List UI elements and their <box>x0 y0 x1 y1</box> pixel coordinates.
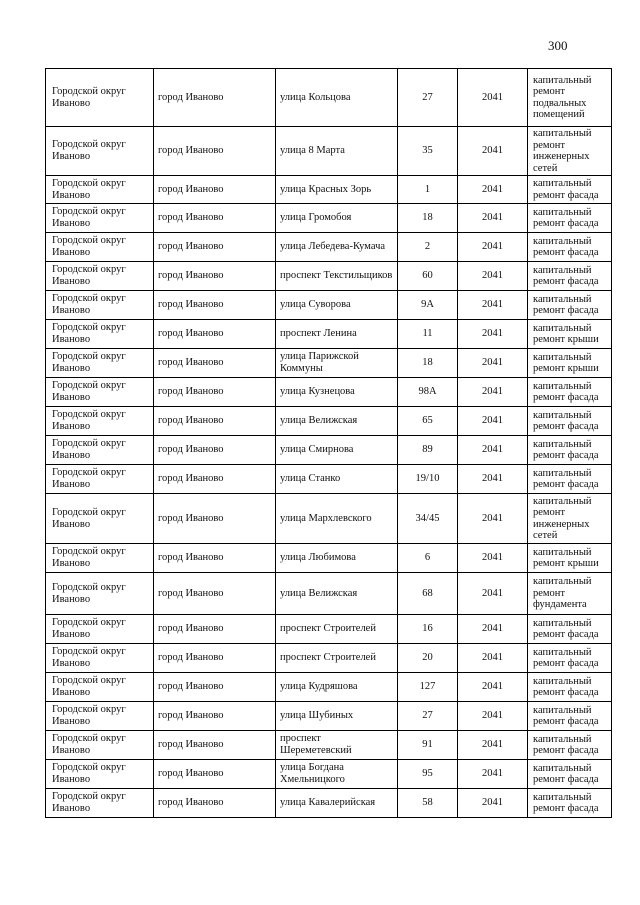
cell-municipality: Городской округ Иваново <box>46 644 154 673</box>
cell-settlement: город Иваново <box>154 204 276 233</box>
table-row <box>46 789 612 818</box>
cell-street: улица Смирнова <box>276 436 398 465</box>
cell-work: капитальный ремонт фасада <box>528 465 612 494</box>
cell-house: 1 <box>398 176 458 204</box>
table-row <box>46 69 612 127</box>
cell-work: капитальный ремонт фасада <box>528 436 612 465</box>
cell-street: улица Велижская <box>276 573 398 615</box>
cell-municipality: Городской округ Иваново <box>46 320 154 349</box>
table-row <box>46 204 612 233</box>
cell-year: 2041 <box>458 204 528 233</box>
cell-year: 2041 <box>458 544 528 573</box>
cell-house: 27 <box>398 702 458 731</box>
cell-year: 2041 <box>458 378 528 407</box>
cell-municipality: Городской округ Иваново <box>46 407 154 436</box>
cell-municipality: Городской округ Иваново <box>46 760 154 789</box>
cell-settlement: город Иваново <box>154 544 276 573</box>
cell-year: 2041 <box>458 291 528 320</box>
cell-work: капитальный ремонт фундамента <box>528 573 612 615</box>
cell-street: улица Кавалерийская <box>276 789 398 818</box>
cell-settlement: город Иваново <box>154 127 276 176</box>
cell-year: 2041 <box>458 262 528 291</box>
cell-work: капитальный ремонт фасада <box>528 176 612 204</box>
cell-year: 2041 <box>458 673 528 702</box>
cell-settlement: город Иваново <box>154 760 276 789</box>
cell-work: капитальный ремонт фасада <box>528 407 612 436</box>
cell-municipality: Городской округ Иваново <box>46 731 154 760</box>
cell-municipality: Городской округ Иваново <box>46 69 154 127</box>
cell-year: 2041 <box>458 69 528 127</box>
cell-house: 9А <box>398 291 458 320</box>
cell-street: улица Лебедева-Кумача <box>276 233 398 262</box>
cell-house: 98А <box>398 378 458 407</box>
table-row <box>46 573 612 615</box>
cell-municipality: Городской округ Иваново <box>46 702 154 731</box>
cell-year: 2041 <box>458 176 528 204</box>
cell-settlement: город Иваново <box>154 494 276 544</box>
cell-year: 2041 <box>458 644 528 673</box>
cell-work: капитальный ремонт инженерных сетей <box>528 127 612 176</box>
cell-work: капитальный ремонт фасада <box>528 702 612 731</box>
cell-house: 18 <box>398 349 458 378</box>
cell-year: 2041 <box>458 127 528 176</box>
cell-work: капитальный ремонт фасада <box>528 233 612 262</box>
cell-settlement: город Иваново <box>154 320 276 349</box>
cell-year: 2041 <box>458 465 528 494</box>
cell-year: 2041 <box>458 731 528 760</box>
cell-municipality: Городской округ Иваново <box>46 378 154 407</box>
table-row <box>46 127 612 176</box>
cell-street: улица Мархлевского <box>276 494 398 544</box>
cell-house: 60 <box>398 262 458 291</box>
cell-work: капитальный ремонт фасада <box>528 378 612 407</box>
table-row <box>46 644 612 673</box>
cell-house: 68 <box>398 573 458 615</box>
cell-work: капитальный ремонт фасада <box>528 673 612 702</box>
cell-street: улица Красных Зорь <box>276 176 398 204</box>
cell-street: проспект Текстильщиков <box>276 262 398 291</box>
cell-house: 16 <box>398 615 458 644</box>
table-body <box>46 69 612 818</box>
cell-street: улица Парижской Коммуны <box>276 349 398 378</box>
cell-house: 6 <box>398 544 458 573</box>
cell-municipality: Городской округ Иваново <box>46 789 154 818</box>
cell-house: 35 <box>398 127 458 176</box>
cell-work: капитальный ремонт фасада <box>528 291 612 320</box>
cell-municipality: Городской округ Иваново <box>46 291 154 320</box>
table-row <box>46 544 612 573</box>
cell-settlement: город Иваново <box>154 573 276 615</box>
cell-street: улица Суворова <box>276 291 398 320</box>
table-row <box>46 673 612 702</box>
cell-street: улица Любимова <box>276 544 398 573</box>
cell-year: 2041 <box>458 702 528 731</box>
cell-street: улица Кольцова <box>276 69 398 127</box>
cell-street: улица Станко <box>276 465 398 494</box>
table-row <box>46 702 612 731</box>
cell-street: улица Кудряшова <box>276 673 398 702</box>
table-row <box>46 760 612 789</box>
cell-house: 91 <box>398 731 458 760</box>
cell-year: 2041 <box>458 349 528 378</box>
cell-municipality: Городской округ Иваново <box>46 349 154 378</box>
cell-municipality: Городской округ Иваново <box>46 673 154 702</box>
cell-house: 18 <box>398 204 458 233</box>
cell-municipality: Городской округ Иваново <box>46 494 154 544</box>
table-row <box>46 320 612 349</box>
cell-work: капитальный ремонт крыши <box>528 349 612 378</box>
cell-year: 2041 <box>458 407 528 436</box>
cell-house: 27 <box>398 69 458 127</box>
cell-work: капитальный ремонт инженерных сетей <box>528 494 612 544</box>
cell-work: капитальный ремонт подвальных помещений <box>528 69 612 127</box>
cell-work: капитальный ремонт фасада <box>528 760 612 789</box>
cell-house: 19/10 <box>398 465 458 494</box>
cell-street: улица Громобоя <box>276 204 398 233</box>
repair-schedule-table <box>45 68 612 818</box>
cell-settlement: город Иваново <box>154 378 276 407</box>
table-row <box>46 407 612 436</box>
cell-settlement: город Иваново <box>154 673 276 702</box>
cell-municipality: Городской округ Иваново <box>46 204 154 233</box>
cell-settlement: город Иваново <box>154 436 276 465</box>
cell-year: 2041 <box>458 320 528 349</box>
cell-year: 2041 <box>458 233 528 262</box>
cell-work: капитальный ремонт фасада <box>528 262 612 291</box>
cell-work: капитальный ремонт фасада <box>528 731 612 760</box>
cell-municipality: Городской округ Иваново <box>46 465 154 494</box>
cell-year: 2041 <box>458 573 528 615</box>
cell-work: капитальный ремонт фасада <box>528 789 612 818</box>
table-row <box>46 494 612 544</box>
cell-street: улица Шубиных <box>276 702 398 731</box>
cell-municipality: Городской округ Иваново <box>46 233 154 262</box>
cell-street: улица 8 Марта <box>276 127 398 176</box>
cell-year: 2041 <box>458 436 528 465</box>
table-row <box>46 349 612 378</box>
page-number: 300 <box>548 38 568 53</box>
cell-house: 2 <box>398 233 458 262</box>
cell-settlement: город Иваново <box>154 702 276 731</box>
cell-settlement: город Иваново <box>154 69 276 127</box>
cell-year: 2041 <box>458 760 528 789</box>
cell-work: капитальный ремонт фасада <box>528 615 612 644</box>
table-row <box>46 291 612 320</box>
cell-street: проспект Ленина <box>276 320 398 349</box>
cell-settlement: город Иваново <box>154 465 276 494</box>
cell-work: капитальный ремонт фасада <box>528 644 612 673</box>
cell-settlement: город Иваново <box>154 731 276 760</box>
cell-year: 2041 <box>458 615 528 644</box>
cell-street: улица Богдана Хмельницкого <box>276 760 398 789</box>
cell-settlement: город Иваново <box>154 176 276 204</box>
cell-street: улица Кузнецова <box>276 378 398 407</box>
cell-work: капитальный ремонт крыши <box>528 544 612 573</box>
cell-settlement: город Иваново <box>154 349 276 378</box>
table-row <box>46 262 612 291</box>
cell-settlement: город Иваново <box>154 644 276 673</box>
cell-street: улица Велижская <box>276 407 398 436</box>
cell-street: проспект Строителей <box>276 644 398 673</box>
cell-municipality: Городской округ Иваново <box>46 573 154 615</box>
table-row <box>46 233 612 262</box>
table-row <box>46 378 612 407</box>
cell-settlement: город Иваново <box>154 262 276 291</box>
cell-street: проспект Шереметевский <box>276 731 398 760</box>
cell-work: капитальный ремонт фасада <box>528 204 612 233</box>
table-row <box>46 731 612 760</box>
cell-street: проспект Строителей <box>276 615 398 644</box>
cell-municipality: Городской округ Иваново <box>46 615 154 644</box>
cell-year: 2041 <box>458 789 528 818</box>
cell-municipality: Городской округ Иваново <box>46 544 154 573</box>
cell-year: 2041 <box>458 494 528 544</box>
cell-work: капитальный ремонт крыши <box>528 320 612 349</box>
cell-municipality: Городской округ Иваново <box>46 436 154 465</box>
cell-settlement: город Иваново <box>154 615 276 644</box>
cell-house: 95 <box>398 760 458 789</box>
cell-house: 20 <box>398 644 458 673</box>
cell-municipality: Городской округ Иваново <box>46 127 154 176</box>
cell-settlement: город Иваново <box>154 233 276 262</box>
cell-settlement: город Иваново <box>154 789 276 818</box>
cell-house: 65 <box>398 407 458 436</box>
cell-house: 127 <box>398 673 458 702</box>
table-row <box>46 176 612 204</box>
cell-municipality: Городской округ Иваново <box>46 262 154 291</box>
cell-house: 34/45 <box>398 494 458 544</box>
cell-municipality: Городской округ Иваново <box>46 176 154 204</box>
cell-settlement: город Иваново <box>154 407 276 436</box>
cell-settlement: город Иваново <box>154 291 276 320</box>
table-row <box>46 465 612 494</box>
table-row <box>46 436 612 465</box>
cell-house: 11 <box>398 320 458 349</box>
table-row <box>46 615 612 644</box>
cell-house: 58 <box>398 789 458 818</box>
cell-house: 89 <box>398 436 458 465</box>
